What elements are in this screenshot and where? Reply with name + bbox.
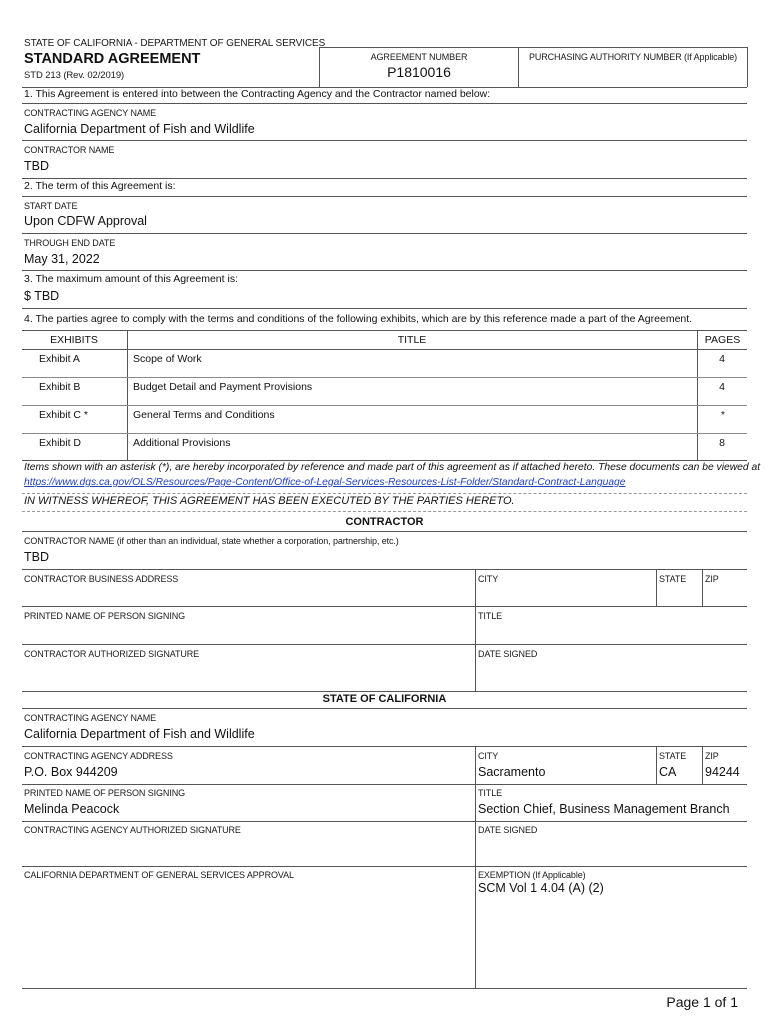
exhibit-c-title: General Terms and Conditions xyxy=(133,409,275,421)
end-date-label: THROUGH END DATE xyxy=(24,238,116,248)
state-zip-field[interactable]: 94244 xyxy=(705,765,740,779)
start-date-field[interactable]: Upon CDFW Approval xyxy=(24,214,147,228)
contractor-name-label: CONTRACTOR NAME xyxy=(24,145,115,155)
agreement-number-label: AGREEMENT NUMBER xyxy=(370,52,468,62)
contractor-legal-name-label: CONTRACTOR NAME (if other than an individual, state whether a corporation, partnership, etc.) xyxy=(24,536,399,546)
exhibit-d-title: Additional Provisions xyxy=(133,437,231,449)
start-date-label: START DATE xyxy=(24,201,78,211)
pages-column-header: PAGES xyxy=(704,334,741,346)
state-agency-name-label: CONTRACTING AGENCY NAME xyxy=(24,713,157,723)
title-column-header: TITLE xyxy=(397,334,427,346)
exemption-field[interactable]: SCM Vol 1 4.04 (A) (2) xyxy=(478,881,604,895)
witness-statement: IN WITNESS WHEREOF, THIS AGREEMENT HAS BEEN EXECUTED BY THE PARTIES HERETO. xyxy=(24,495,515,507)
max-amount-field[interactable]: $ TBD xyxy=(24,289,60,303)
purchasing-authority-label: PURCHASING AUTHORITY NUMBER (If Applicable) xyxy=(528,52,738,62)
section-4-intro: 4. The parties agree to comply with the terms and conditions of the following exhibits, which are by this reference made a part of the Agreement. xyxy=(24,313,693,325)
contractor-printed-name-label: PRINTED NAME OF PERSON SIGNING xyxy=(24,611,186,621)
exemption-label: EXEMPTION (If Applicable) xyxy=(478,870,586,880)
exhibits-column-header: EXHIBITS xyxy=(50,334,98,346)
contractor-city-label: CITY xyxy=(478,574,499,584)
end-date-field[interactable]: May 31, 2022 xyxy=(24,252,100,266)
exhibit-d-label: Exhibit D xyxy=(39,437,82,449)
section-2-intro: 2. The term of this Agreement is: xyxy=(24,180,176,192)
contractor-date-signed-label: DATE SIGNED xyxy=(478,649,538,659)
contractor-signature-label: CONTRACTOR AUTHORIZED SIGNATURE xyxy=(24,649,200,659)
contractor-state-label: STATE xyxy=(659,574,687,584)
state-printed-name-field[interactable]: Melinda Peacock xyxy=(24,802,120,816)
agency-name-field[interactable]: California Department of Fish and Wildlife xyxy=(24,122,255,136)
section-3-intro: 3. The maximum amount of this Agreement is: xyxy=(24,273,238,285)
state-agency-address-label: CONTRACTING AGENCY ADDRESS xyxy=(24,751,173,761)
state-printed-name-label: PRINTED NAME OF PERSON SIGNING xyxy=(24,788,186,798)
section-1-intro: 1. This Agreement is entered into between the Contracting Agency and the Contractor named below: xyxy=(24,88,491,100)
exhibit-a-pages: 4 xyxy=(719,353,725,365)
contractor-title-label: TITLE xyxy=(478,611,503,621)
contractor-address-label: CONTRACTOR BUSINESS ADDRESS xyxy=(24,574,179,584)
agency-name-label: CONTRACTING AGENCY NAME xyxy=(24,108,157,118)
state-heading: STATE OF CALIFORNIA xyxy=(322,693,447,705)
exhibit-d-pages: 8 xyxy=(719,437,725,449)
contractor-heading: CONTRACTOR xyxy=(345,516,424,528)
form-title: STANDARD AGREEMENT xyxy=(24,51,201,67)
state-state-label: STATE xyxy=(659,751,687,761)
form-code: STD 213 (Rev. 02/2019) xyxy=(24,70,125,81)
dgs-approval-label: CALIFORNIA DEPARTMENT OF GENERAL SERVICES APPROVAL xyxy=(24,870,294,880)
exhibit-a-title: Scope of Work xyxy=(133,353,202,365)
contractor-legal-name-field[interactable]: TBD xyxy=(24,550,49,564)
state-date-signed-label: DATE SIGNED xyxy=(478,825,538,835)
agency-line: STATE OF CALIFORNIA - DEPARTMENT OF GENERAL SERVICES xyxy=(24,38,326,49)
standard-contract-language-link[interactable]: https://www.dgs.ca.gov/OLS/Resources/Page-Content/Office-of-Legal-Services-Resources-List-Folder/Standard-Contract-Language xyxy=(24,477,626,488)
state-signature-label: CONTRACTING AGENCY AUTHORIZED SIGNATURE xyxy=(24,825,241,835)
exhibit-c-pages: * xyxy=(720,409,725,421)
exhibit-b-pages: 4 xyxy=(719,381,725,393)
contractor-zip-label: ZIP xyxy=(705,574,719,584)
contractor-name-field[interactable]: TBD xyxy=(24,159,49,173)
exhibit-b-label: Exhibit B xyxy=(39,381,81,393)
exhibit-b-title: Budget Detail and Payment Provisions xyxy=(133,381,313,393)
state-agency-address-field[interactable]: P.O. Box 944209 xyxy=(24,765,118,779)
agreement-number: P1810016 xyxy=(387,64,451,80)
exhibit-a-label: Exhibit A xyxy=(39,353,80,365)
state-city-label: CITY xyxy=(478,751,499,761)
state-title-label: TITLE xyxy=(478,788,503,798)
state-title-field[interactable]: Section Chief, Business Management Branch xyxy=(478,802,730,816)
state-agency-name-field[interactable]: California Department of Fish and Wildlife xyxy=(24,727,255,741)
state-city-field[interactable]: Sacramento xyxy=(478,765,546,779)
exhibit-c-label: Exhibit C * xyxy=(39,409,89,421)
state-zip-label: ZIP xyxy=(705,751,719,761)
page-number: Page 1 of 1 xyxy=(666,994,738,1010)
state-state-field[interactable]: CA xyxy=(659,765,677,779)
asterisk-note: Items shown with an asterisk (*), are hereby incorporated by reference and made part of this agreement as if attached hereto. These documents can be viewed at xyxy=(24,462,761,473)
